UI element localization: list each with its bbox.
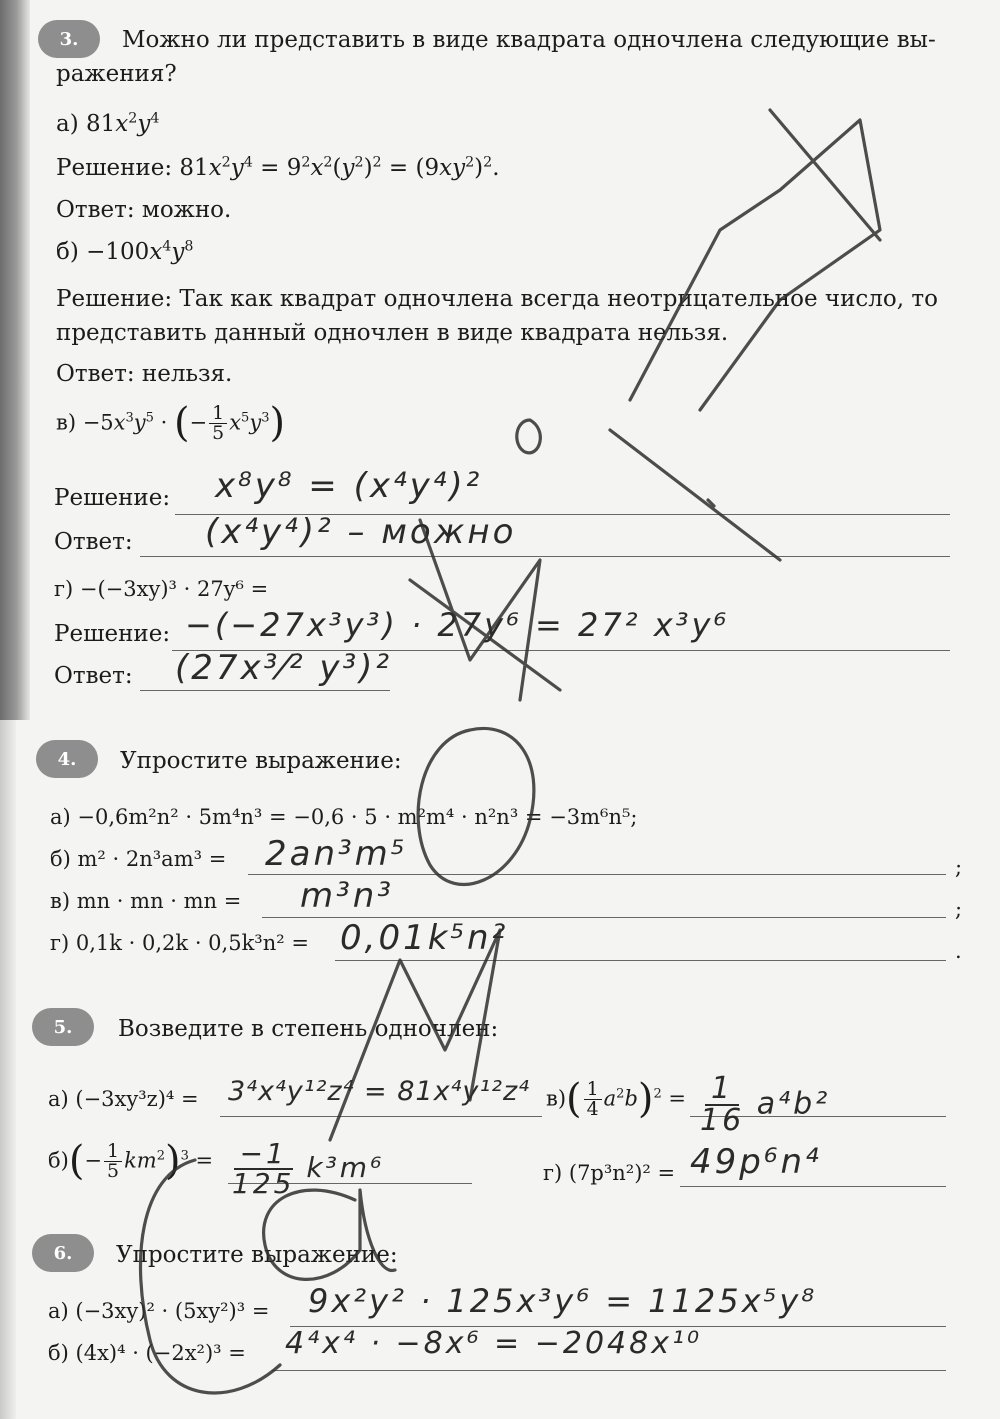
- task3-b-expression: $б) -100x^4y^8$: [56, 238, 194, 265]
- task3-g-solution-handwriting: −(−27x³y³) · 27y⁶ = 27² x³y⁶: [185, 606, 730, 644]
- task5-v-label: в): [546, 1086, 567, 1111]
- task5-v-hw-num: 1: [705, 1074, 739, 1106]
- task5-v-hw-den: 16: [700, 1103, 745, 1138]
- task4-v-semicolon: ;: [955, 897, 963, 921]
- task3-title-line1: Можно ли представить в виде квадрата одночлена следующие вы-: [122, 27, 936, 53]
- task4-b-semicolon: ;: [955, 855, 963, 879]
- task3-g-expression: г) −(−3xy)³ · 27y⁶ =: [54, 577, 269, 601]
- task5-b-expression: б)(− $\frac{1}{5}$ $km^2)^3$ =: [48, 1138, 214, 1184]
- task5-g-handwriting: 49p⁶n⁴: [690, 1142, 822, 1182]
- task5-b-label: б): [48, 1148, 69, 1173]
- task5-v-hw-rest: a⁴b²: [756, 1086, 831, 1122]
- task3-badge: 3.: [38, 20, 100, 58]
- task4-g-period: .: [955, 939, 962, 963]
- task3-v-expression: $в) -5x^3y^5$ · (− $\frac{1}{5}$ $x^5y^3$): [56, 400, 286, 446]
- task6-badge: 6.: [32, 1234, 94, 1272]
- task3-a-solution-label: Решение: 81: [56, 155, 209, 181]
- task5-g-label: г) (7p³n²)² =: [543, 1161, 676, 1185]
- task5-title: Возведите в степень одночлен:: [118, 1016, 499, 1042]
- task3-title-line2: ражения?: [56, 61, 177, 87]
- task5-a-line: [220, 1116, 542, 1117]
- task3-a-answer: Ответ: можно.: [56, 197, 232, 223]
- task4-b-line: [248, 874, 946, 875]
- task3-v-answer-label: Ответ:: [54, 529, 133, 555]
- task4-title: Упростите выражение:: [120, 748, 402, 774]
- binding-shadow-lower: [0, 720, 16, 1419]
- task3-b-label: б) −100: [56, 239, 150, 265]
- task4-b-handwriting: 2an³m⁵: [265, 834, 408, 874]
- task3-v-answer-line: [140, 556, 950, 557]
- task5-a-handwriting: 3⁴x⁴y¹²z⁴ = 81x⁴y¹²z⁴: [228, 1076, 530, 1107]
- task3-v-solution-handwriting: x⁸y⁸ = (x⁴y⁴)²: [215, 466, 483, 506]
- task4-badge: 4.: [36, 740, 98, 778]
- task3-a-expression: а) $81x^2y^4$: [56, 110, 160, 137]
- task4-b-label: б) m² · 2n³am³ =: [50, 847, 227, 871]
- task3-v-label: в) −5: [56, 410, 114, 435]
- task5-v-expression: в)( $\frac{1}{4}$ $a^2b)^2$ =: [546, 1076, 687, 1122]
- task3-a-solution: Решение: $81x^2y^4 = 9^2x^2(y^2)^2 = (9xy^2)^2$.: [56, 154, 500, 181]
- task4-g-handwriting: 0,01k⁵n²: [340, 918, 509, 958]
- task6-title: Упростите выражение:: [116, 1242, 398, 1268]
- task5-b-hw-num: −1: [234, 1140, 293, 1170]
- task3-v-solution-label: Решение:: [54, 485, 171, 511]
- task4-v-label: в) mn · mn · mn =: [50, 889, 242, 913]
- task3-v-answer-handwriting: (x⁴y⁴)² – можно: [205, 512, 517, 552]
- binding-shadow: [0, 0, 30, 720]
- task6-b-label: б) (4x)⁴ · (−2x²)³ =: [48, 1341, 246, 1365]
- task3-g-answer-label: Ответ:: [54, 663, 133, 689]
- task4-g-label: г) 0,1k · 0,2k · 0,5k³n² =: [50, 931, 309, 955]
- task4-v-handwriting: m³n³: [300, 876, 394, 916]
- task3-g-answer-line: [140, 690, 390, 691]
- task3-g-solution-label: Решение:: [54, 621, 171, 647]
- task5-badge: 5.: [32, 1008, 94, 1046]
- task6-a-handwriting: 9x²y² · 125x³y⁶ = 1125x⁵y⁸: [308, 1282, 818, 1320]
- task5-g-line: [680, 1186, 946, 1187]
- task6-b-line: [272, 1370, 946, 1371]
- task5-a-label: а) (−3xy³z)⁴ =: [48, 1087, 199, 1111]
- task4-g-line: [335, 960, 946, 961]
- task6-b-handwriting: 4⁴x⁴ · −8x⁶ = −2048x¹⁰: [285, 1326, 703, 1361]
- task4-a: а) −0,6m²n² · 5m⁴n³ = −0,6 · 5 · m²m⁴ · n²n³ = −3m⁶n⁵;: [50, 805, 638, 829]
- task5-v-handwriting: [700, 1071, 831, 1138]
- task5-b-hw-rest: k³m⁶: [306, 1151, 385, 1184]
- task6-a-label: а) (−3xy)² · (5xy²)³ =: [48, 1299, 270, 1323]
- task3-b-answer: Ответ: нельзя.: [56, 361, 233, 387]
- task3-a-label: а) 81: [56, 111, 116, 137]
- task5-b-hw-den: 125: [232, 1167, 295, 1200]
- task3-b-solution-line1: Решение: Так как квадрат одночлена всегда неотрицательное число, то: [56, 286, 938, 312]
- task5-b-handwriting: [232, 1137, 385, 1200]
- task3-g-answer-handwriting: (27x³⁄² y³)²: [175, 648, 393, 688]
- task3-b-solution-line2: представить данный одночлен в виде квадрата нельзя.: [56, 320, 729, 346]
